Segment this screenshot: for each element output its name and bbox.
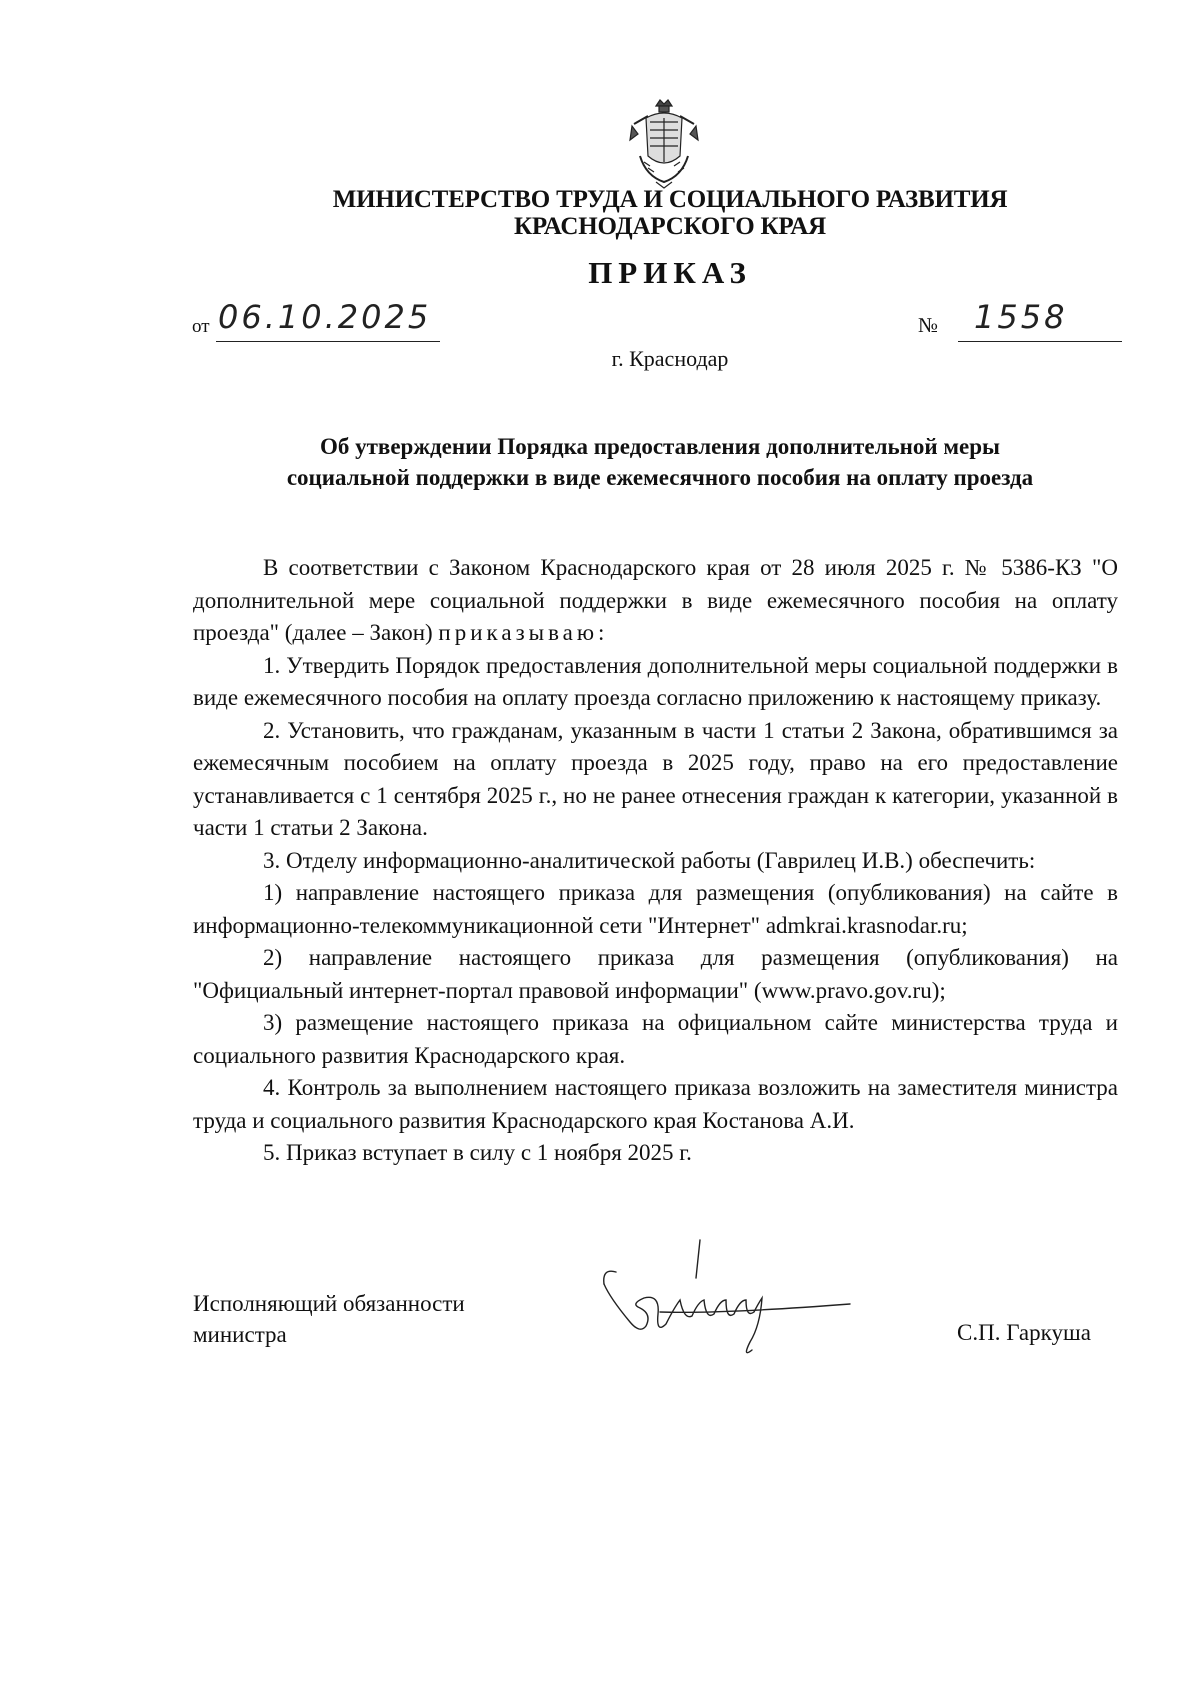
item-2: 2. Установить, что гражданам, указанным в части 1 статьи 2 Закона, обратившимся за ежемесячным пособием на оплату проезда в 2025 году, право на его предоставление устанавливается с 1 сентября 2025 г., но не ранее отнесения граждан к категории, указанной в части 1 статьи 2 Закона. — [193, 717, 1118, 840]
date-prefix: от — [192, 316, 210, 337]
item-3: 3. Отделу информационно-аналитической работы (Гаврилец И.В.) обеспечить: — [263, 847, 1036, 873]
intro-text: В соответствии с Законом Краснодарского края от 28 июля 2025 г. № 5386-КЗ "О дополнительной мере социальной поддержки в виде ежемесячного пособия на оплату проезда" (далее – Закон) — [193, 555, 1118, 645]
position-line1: Исполняющий обязанности — [193, 1291, 465, 1316]
date-underline — [216, 341, 440, 342]
handwritten-signature — [600, 1238, 860, 1378]
order-word: приказываю: — [438, 620, 609, 645]
ministry-name-line2: КРАСНОДАРСКОГО КРАЯ — [513, 213, 827, 240]
number-field — [918, 296, 1122, 342]
item-3-2: 2) направление настоящего приказа для размещения (опубликования) на "Официальный интернет-портал правовой информации" (www.pravo.gov.ru); — [193, 945, 1118, 1003]
ministry-name-line1: МИНИСТЕРСТВО ТРУДА И СОЦИАЛЬНОГО РАЗВИТИЯ — [332, 186, 1008, 213]
handwritten-number: 1558 — [974, 298, 1068, 336]
document-title: Об утверждении Порядка предоставления дополнительной меры социальной поддержки в виде ежемесячного пособия на оплату проезда — [286, 434, 1034, 490]
document-type: ПРИКАЗ — [588, 255, 752, 290]
position-line2: министра — [193, 1322, 287, 1347]
item-4: 4. Контроль за выполнением настоящего приказа возложить на заместителя министра труда и социального развития Краснодарского края Костанова А.И. — [193, 1075, 1118, 1133]
item-3-1: 1) направление настоящего приказа для размещения (опубликования) на сайте в информационно-телекоммуникационной сети "Интернет" admkrai.krasnodar.ru; — [193, 880, 1118, 938]
document-body — [193, 552, 1118, 1170]
number-prefix: № — [918, 313, 939, 337]
signatory-name: С.П. Гаркуша — [957, 1320, 1091, 1345]
number-underline — [958, 341, 1122, 342]
intro-paragraph — [193, 552, 1118, 650]
handwritten-date: 06.10.2025 — [218, 298, 432, 336]
item-1: 1. Утвердить Порядок предоставления дополнительной меры социальной поддержки в виде ежемесячного пособия на оплату проезда согласно приложению к настоящему приказу. — [193, 652, 1118, 710]
item-5: 5. Приказ вступает в силу с 1 ноября 2025 г. — [263, 1140, 692, 1165]
item-3-3: 3) размещение настоящего приказа на официальном сайте министерства труда и социального развития Краснодарского края. — [193, 1010, 1118, 1068]
city: г. Краснодар — [611, 346, 729, 371]
date-field — [192, 296, 442, 342]
coat-of-arms-icon — [626, 96, 702, 192]
signatory-position — [193, 1288, 465, 1350]
